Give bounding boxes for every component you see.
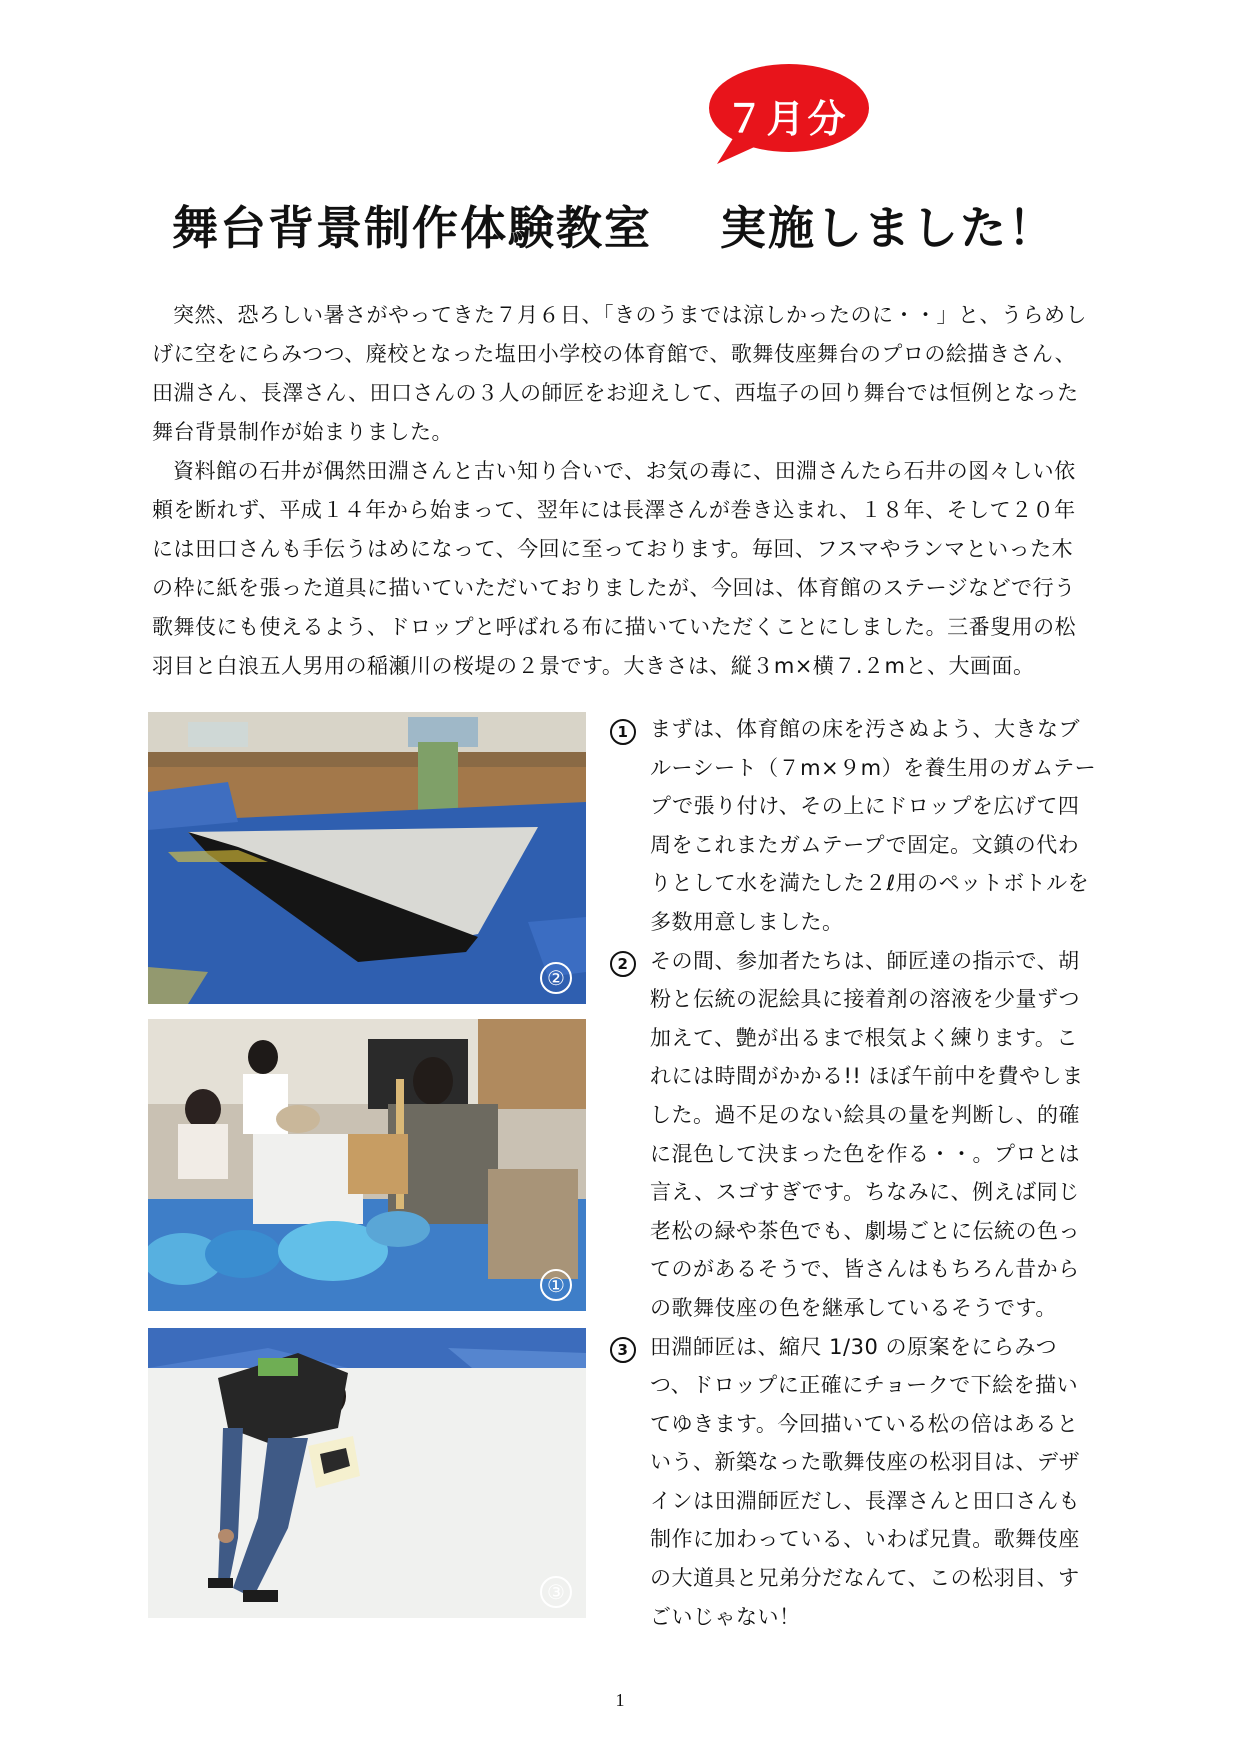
step-item [608, 1328, 1098, 1637]
photo-number-badge: ① [540, 1269, 572, 1301]
gym-floor-drop-photo [148, 712, 586, 1004]
title-main: 舞台背景制作体験教室 [172, 201, 652, 255]
step-item [608, 710, 1098, 942]
intro-text [152, 296, 1092, 686]
title-after: 実施しました！ [720, 201, 1056, 255]
steps-list [608, 710, 1098, 1636]
sketching-photo [148, 1328, 586, 1618]
photo-number-badge: ② [540, 962, 572, 994]
month-label: ７月分 [725, 97, 849, 141]
step-text: まずは、体育館の床を汚さぬよう、大きなブルーシート（７m×９m）を養生用のガムテープで張り付け、その上にドロップを広げて四周をこれまたガムテープで固定。文鎮の代わりとして水を満たした２ℓ用のペットボトルを多数用意しました。 [650, 717, 1097, 934]
page-title [0, 192, 1240, 255]
month-speech-bubble [703, 62, 871, 164]
intro-paragraph-2: 資料館の石井が偶然田淵さんと古い知り合いで、お気の毒に、田淵さんたら石井の図々しい依頼を断れず、平成１４年から始まって、翌年には長澤さんが巻き込まれ、１８年、そして２０年には田口さんも手伝うはめになって、今回に至っております。毎回、フスマやランマといった木の枠に紙を張った道具に描いていただいておりましたが、今回は、体育館のステージなどで行う歌舞伎にも使えるよう、ドロップと呼ばれる布に描いていただくことにしました。三番叟用の松羽目と白浪五人男用の稲瀬川の桜堤の２景です。大きさは、縦３m×横７.２mと、大画面。 [152, 459, 1077, 678]
step-text: その間、参加者たちは、師匠達の指示で、胡粉と伝統の泥絵具に接着剤の溶液を少量ずつ加えて、艶が出るまで根気よく練ります。これには時間がかかる!! ほぼ午前中を費やしました。過不足のない絵具の量を判断し、的確に混色して決まった色を作る・・。プロとは言え、スゴすぎです。ちなみに、例えば同じ老松の緑や茶色でも、劇場ごとに伝統の色ってのがあるそうで、皆さんはもちろん昔からの歌舞伎座の色を継承しているそうです。 [650, 948, 1084, 1320]
step-number: 1 [610, 719, 636, 745]
step-item [608, 942, 1098, 1328]
intro-paragraph-1: 突然、恐ろしい暑さがやってきた７月６日、「きのうまでは涼しかったのに・・」と、うらめしげに空をにらみつつ、廃校となった塩田小学校の体育館で、歌舞伎座舞台のプロの絵描きさん、田淵さん、長澤さん、田口さんの３人の師匠をお迎えして、西塩子の回り舞台では恒例となった舞台背景制作が始まりました。 [152, 303, 1087, 444]
photo-number-badge: ③ [540, 1576, 572, 1608]
step-text: 田淵師匠は、縮尺 1/30 の原案をにらみつつ、ドロップに正確にチョークで下絵を描いてゆきます。今回描いている松の倍はあるという、新築なった歌舞伎座の松羽目は、デザインは田淵師匠だし、長澤さんと田口さんも制作に加わっている、いわば兄貴。歌舞伎座の大道具と兄弟分だなんて、この松羽目、すごいじゃない！ [650, 1334, 1080, 1629]
page-number: 1 [615, 1690, 625, 1710]
step-number: 2 [610, 951, 636, 977]
step-number: 3 [610, 1337, 636, 1363]
mixing-paint-photo [148, 1019, 586, 1311]
